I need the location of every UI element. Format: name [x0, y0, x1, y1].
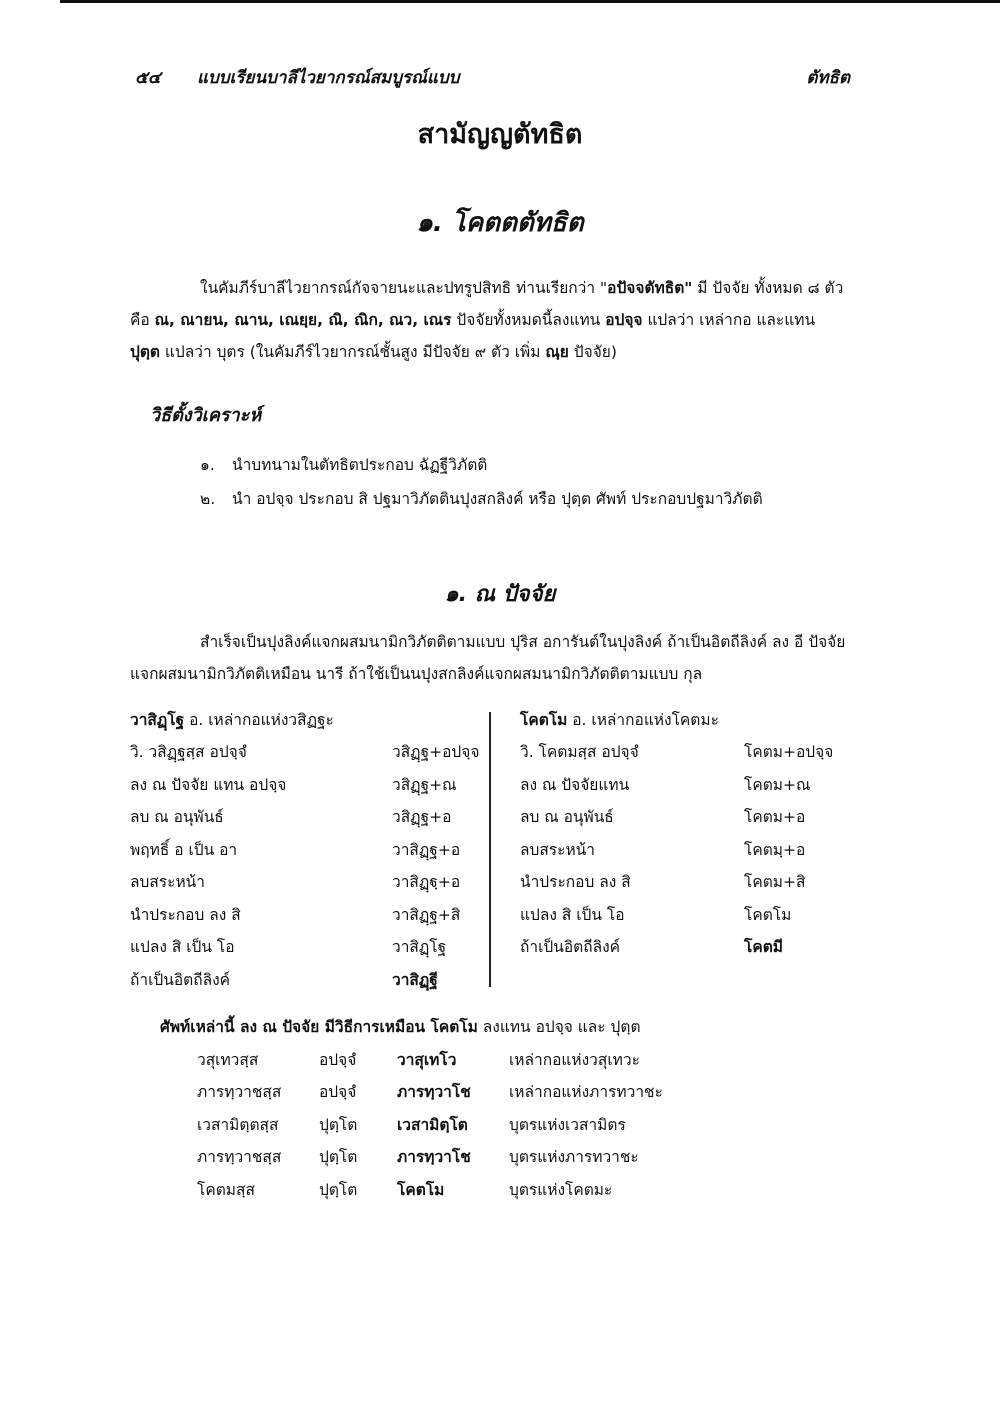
intro-line-1: ในคัมภีร์บาลีไวยากรณ์กัจจายนะและปทรูปสิทธิ ท่านเรียกว่า "อปัจจตัทธิต" มี ปัจจัย ทั้งหมด ๘ ตัว	[200, 279, 844, 297]
example-row: ถ้าเป็นอิตถีลิงค์ โคตมี	[520, 938, 783, 956]
step-item: ๒. นำ อปจฺจ ประกอบ สิ ปฐมาวิภัตตินปุงสกลิงค์ หรือ ปุตฺต ศัพท์ ประกอบปฐมาวิภัตติ	[200, 490, 763, 508]
example-row: พฤทธิ์ อ เป็น อา วาสิฏฺฐ+อ	[130, 840, 461, 859]
step-item: ๑. นำบทนามในตัทธิตประกอบ ฉัฏฐีวิภัตติ	[200, 456, 488, 474]
example-row: ถ้าเป็นอิตถีลิงค์ วาสิฏฺฐี	[130, 970, 438, 989]
page-number: ๕๔	[135, 68, 161, 88]
table-row: ภารทฺวาชสฺส อปจฺจํ ภารทฺวาโช เหล่ากอแห่งภารทวาชะ	[197, 1083, 663, 1102]
example-row: ลง ณ ปัจจัย แทน อปจฺจ วสิฏฺฐ+ณ	[130, 775, 457, 794]
page-title: สามัญญตัทธิต	[417, 119, 583, 150]
book-title: แบบเรียนบาลีไวยากรณ์สมบูรณ์แบบ	[197, 68, 460, 88]
example-row: นำประกอบ ลง สิ วาสิฏฺฐ+สิ	[130, 905, 461, 924]
method-steps	[200, 448, 840, 516]
page-header	[0, 64, 1000, 88]
example-title: โคตโม อ. เหล่ากอแห่งโคตมะ	[520, 711, 719, 729]
example-row: วิ. วสิฏฺฐสฺส อปจฺจํ วสิฏฺฐ+อปจฺจ	[130, 743, 480, 761]
example-title: วาสิฏฺโฐ อ. เหล่ากอแห่งวสิฏฐะ	[130, 711, 334, 729]
example-row: นำประกอบ ลง สิ โคตม+สิ	[520, 873, 806, 891]
table-row: โคตมสฺส ปุตฺโต โคตโม บุตรแห่งโคตมะ	[197, 1180, 613, 1199]
example-left	[130, 704, 480, 996]
word-list	[197, 1043, 663, 1206]
intro-paragraph	[130, 272, 850, 368]
rule-paragraph	[130, 626, 850, 690]
column-divider	[489, 712, 491, 987]
subsection-heading: ๑. ณ ปัจจัย	[444, 582, 556, 607]
rule-line-1: สำเร็จเป็นปุงลิงค์แจกผสมนามิกวิภัตติตามแบบ ปุริส อการันต์ในปุงลิงค์ ถ้าเป็นอิตถีลิงค์ ลง อี ปัจจัย	[200, 633, 846, 651]
example-row: ลบสระหน้า วาสิฏฺฐฺ+อ	[130, 873, 461, 891]
example-row: ลบสระหน้า โคตมฺ+อ	[520, 840, 806, 859]
top-border-line	[60, 0, 1000, 3]
intro-line-3: ปุตฺต แปลว่า บุตร (ในคัมภีร์ไวยากรณ์ชั้นสูง มีปัจจัย ๙ ตัว เพิ่ม ณฺย ปัจจัย)	[130, 343, 617, 361]
example-row: ลบ ณ อนุพันธ์ โคตม+อ	[520, 808, 806, 826]
rule-line-2: แจกผสมนามิกวิภัตติเหมือน นารี ถ้าใช้เป็นนปุงสกลิงค์แจกผสมนามิกวิภัตติตามแบบ กุล	[130, 665, 703, 683]
intro-line-2: คือ ณ, ณายน, ณาน, เณยฺย, ณิ, ณิก, ณว, เณร ปัจจัยทั้งหมดนี้ลงแทน อปจฺจ แปลว่า เหล่ากอ และแทน	[130, 311, 816, 329]
method-heading: วิธีตั้งวิเคราะห์	[150, 405, 262, 426]
example-row: ลง ณ ปัจจัยแทน โคตม+ณ	[520, 775, 811, 794]
example-row: แปลง สิ เป็น โอ โคตโม	[520, 905, 792, 924]
table-row: เวสามิตฺตสฺส ปุตฺโต เวสามิตฺโต บุตรแห่งเวสามิตร	[197, 1115, 626, 1134]
example-right	[520, 704, 850, 964]
chapter-name: ตัทธิต	[806, 68, 850, 88]
example-row: วิ. โคตมสฺส อปจฺจํ โคตม+อปจฺจ	[520, 743, 834, 761]
example-row: แปลง สิ เป็น โอ วาสิฏฺโฐ	[130, 938, 447, 956]
example-row: ลบ ณ อนุพันธ์ วสิฏฺฐ+อ	[130, 808, 452, 826]
table-row: ภารทฺวาชสฺส ปุตฺโต ภารทฺวาโช บุตรแห่งภารทวาชะ	[197, 1148, 639, 1167]
note-line: ศัพท์เหล่านี้ ลง ณ ปัจจัย มีวิธีการเหมือน โคตโม ลงแทน อปจฺจ และ ปุตฺต	[160, 1018, 641, 1036]
section-heading: ๑. โคตตตัทธิต	[416, 208, 584, 238]
table-row: วสุเทวสฺส อปจฺจํ วาสุเทโว เหล่ากอแห่งวสุเทวะ	[197, 1050, 640, 1069]
